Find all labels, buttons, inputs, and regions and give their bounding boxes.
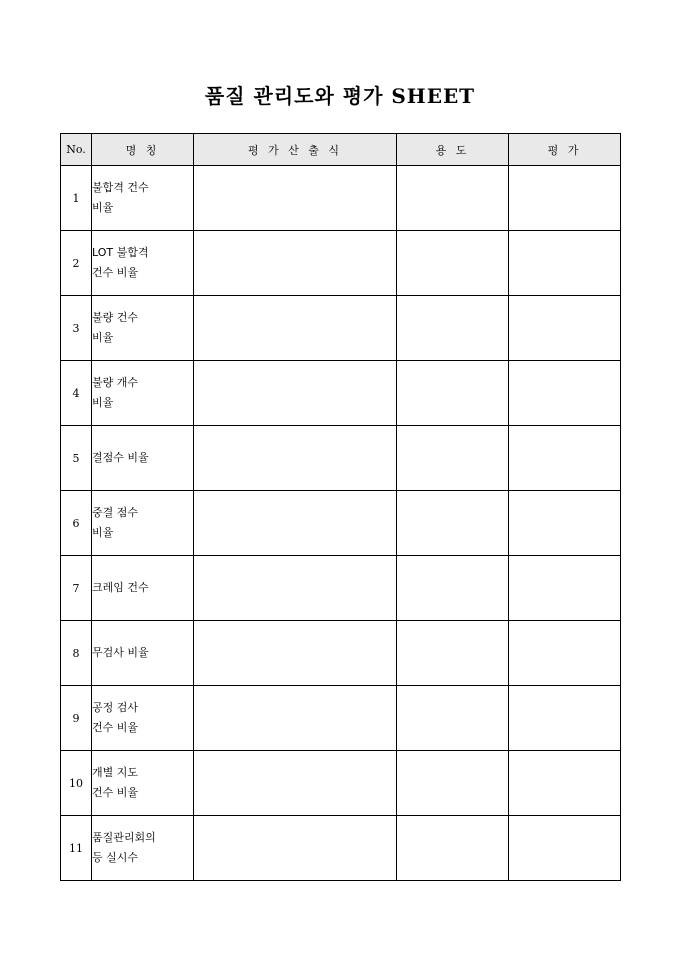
eval-cell[interactable] <box>509 231 621 296</box>
row-name-line1: 크레임 건수 <box>92 581 149 594</box>
row-name-line1: 결점수 비율 <box>92 451 149 464</box>
row-number: 6 <box>61 491 92 556</box>
header-no: No. <box>61 134 92 166</box>
row-number: 5 <box>61 426 92 491</box>
table-row <box>61 686 621 751</box>
formula-cell[interactable] <box>194 556 397 621</box>
row-name-line1: 무검사 비율 <box>92 646 149 659</box>
table-row <box>61 296 621 361</box>
header-formula: 평 가 산 출 식 <box>194 134 397 166</box>
row-name-line2: 등 실시수 <box>92 851 139 864</box>
row-name <box>92 491 194 556</box>
row-number: 10 <box>61 751 92 816</box>
row-name-line1: LOT 불합격 <box>92 246 149 259</box>
formula-cell[interactable] <box>194 426 397 491</box>
use-cell[interactable] <box>397 621 509 686</box>
row-name-line2: 비율 <box>92 396 114 409</box>
table-row <box>61 751 621 816</box>
row-name <box>92 621 194 686</box>
eval-cell[interactable] <box>509 621 621 686</box>
eval-cell[interactable] <box>509 426 621 491</box>
formula-cell[interactable] <box>194 231 397 296</box>
row-number: 2 <box>61 231 92 296</box>
row-name-line1: 공정 검사 <box>92 701 139 714</box>
row-name <box>92 361 194 426</box>
table-row <box>61 491 621 556</box>
row-number: 4 <box>61 361 92 426</box>
use-cell[interactable] <box>397 296 509 361</box>
use-cell[interactable] <box>397 426 509 491</box>
row-number: 3 <box>61 296 92 361</box>
row-name <box>92 166 194 231</box>
row-name-line1: 불량 건수 <box>92 311 139 324</box>
header-use: 용 도 <box>397 134 509 166</box>
row-name-line2: 건수 비율 <box>92 786 139 799</box>
page-title: 품질 관리도와 평가 SHEET <box>204 84 476 108</box>
row-name-line2: 비율 <box>92 331 114 344</box>
row-name <box>92 231 194 296</box>
row-number: 9 <box>61 686 92 751</box>
row-number: 7 <box>61 556 92 621</box>
row-name <box>92 556 194 621</box>
table-row <box>61 166 621 231</box>
row-number: 8 <box>61 621 92 686</box>
formula-cell[interactable] <box>194 166 397 231</box>
use-cell[interactable] <box>397 816 509 881</box>
use-cell[interactable] <box>397 166 509 231</box>
table-row <box>61 231 621 296</box>
eval-cell[interactable] <box>509 166 621 231</box>
use-cell[interactable] <box>397 361 509 426</box>
eval-cell[interactable] <box>509 751 621 816</box>
use-cell[interactable] <box>397 231 509 296</box>
header-row <box>61 134 621 166</box>
eval-cell[interactable] <box>509 296 621 361</box>
use-cell[interactable] <box>397 491 509 556</box>
formula-cell[interactable] <box>194 686 397 751</box>
formula-cell[interactable] <box>194 296 397 361</box>
table-row <box>61 621 621 686</box>
row-name-line1: 중결 점수 <box>92 506 139 519</box>
row-name-line2: 건수 비율 <box>92 721 139 734</box>
row-name <box>92 751 194 816</box>
row-number: 11 <box>61 816 92 881</box>
header-eval: 평 가 <box>509 134 621 166</box>
eval-cell[interactable] <box>509 686 621 751</box>
row-name-line2: 비율 <box>92 201 114 214</box>
eval-cell[interactable] <box>509 491 621 556</box>
use-cell[interactable] <box>397 751 509 816</box>
row-name-line1: 불량 개수 <box>92 376 139 389</box>
table-row <box>61 361 621 426</box>
row-name-line2: 비율 <box>92 526 114 539</box>
row-name <box>92 426 194 491</box>
row-number: 1 <box>61 166 92 231</box>
formula-cell[interactable] <box>194 361 397 426</box>
table-row <box>61 556 621 621</box>
row-name-line1: 개별 지도 <box>92 766 139 779</box>
table-row <box>61 816 621 881</box>
table-row <box>61 426 621 491</box>
row-name-line2: 건수 비율 <box>92 266 139 279</box>
use-cell[interactable] <box>397 686 509 751</box>
row-name <box>92 296 194 361</box>
row-name-line1: 불합격 건수 <box>92 181 149 194</box>
evaluation-table <box>60 133 621 881</box>
formula-cell[interactable] <box>194 751 397 816</box>
row-name-line1: 품질관리회의 <box>92 831 156 844</box>
formula-cell[interactable] <box>194 816 397 881</box>
eval-cell[interactable] <box>509 556 621 621</box>
header-name: 명 칭 <box>92 134 194 166</box>
formula-cell[interactable] <box>194 491 397 556</box>
row-name <box>92 816 194 881</box>
row-name <box>92 686 194 751</box>
eval-cell[interactable] <box>509 361 621 426</box>
use-cell[interactable] <box>397 556 509 621</box>
eval-cell[interactable] <box>509 816 621 881</box>
formula-cell[interactable] <box>194 621 397 686</box>
